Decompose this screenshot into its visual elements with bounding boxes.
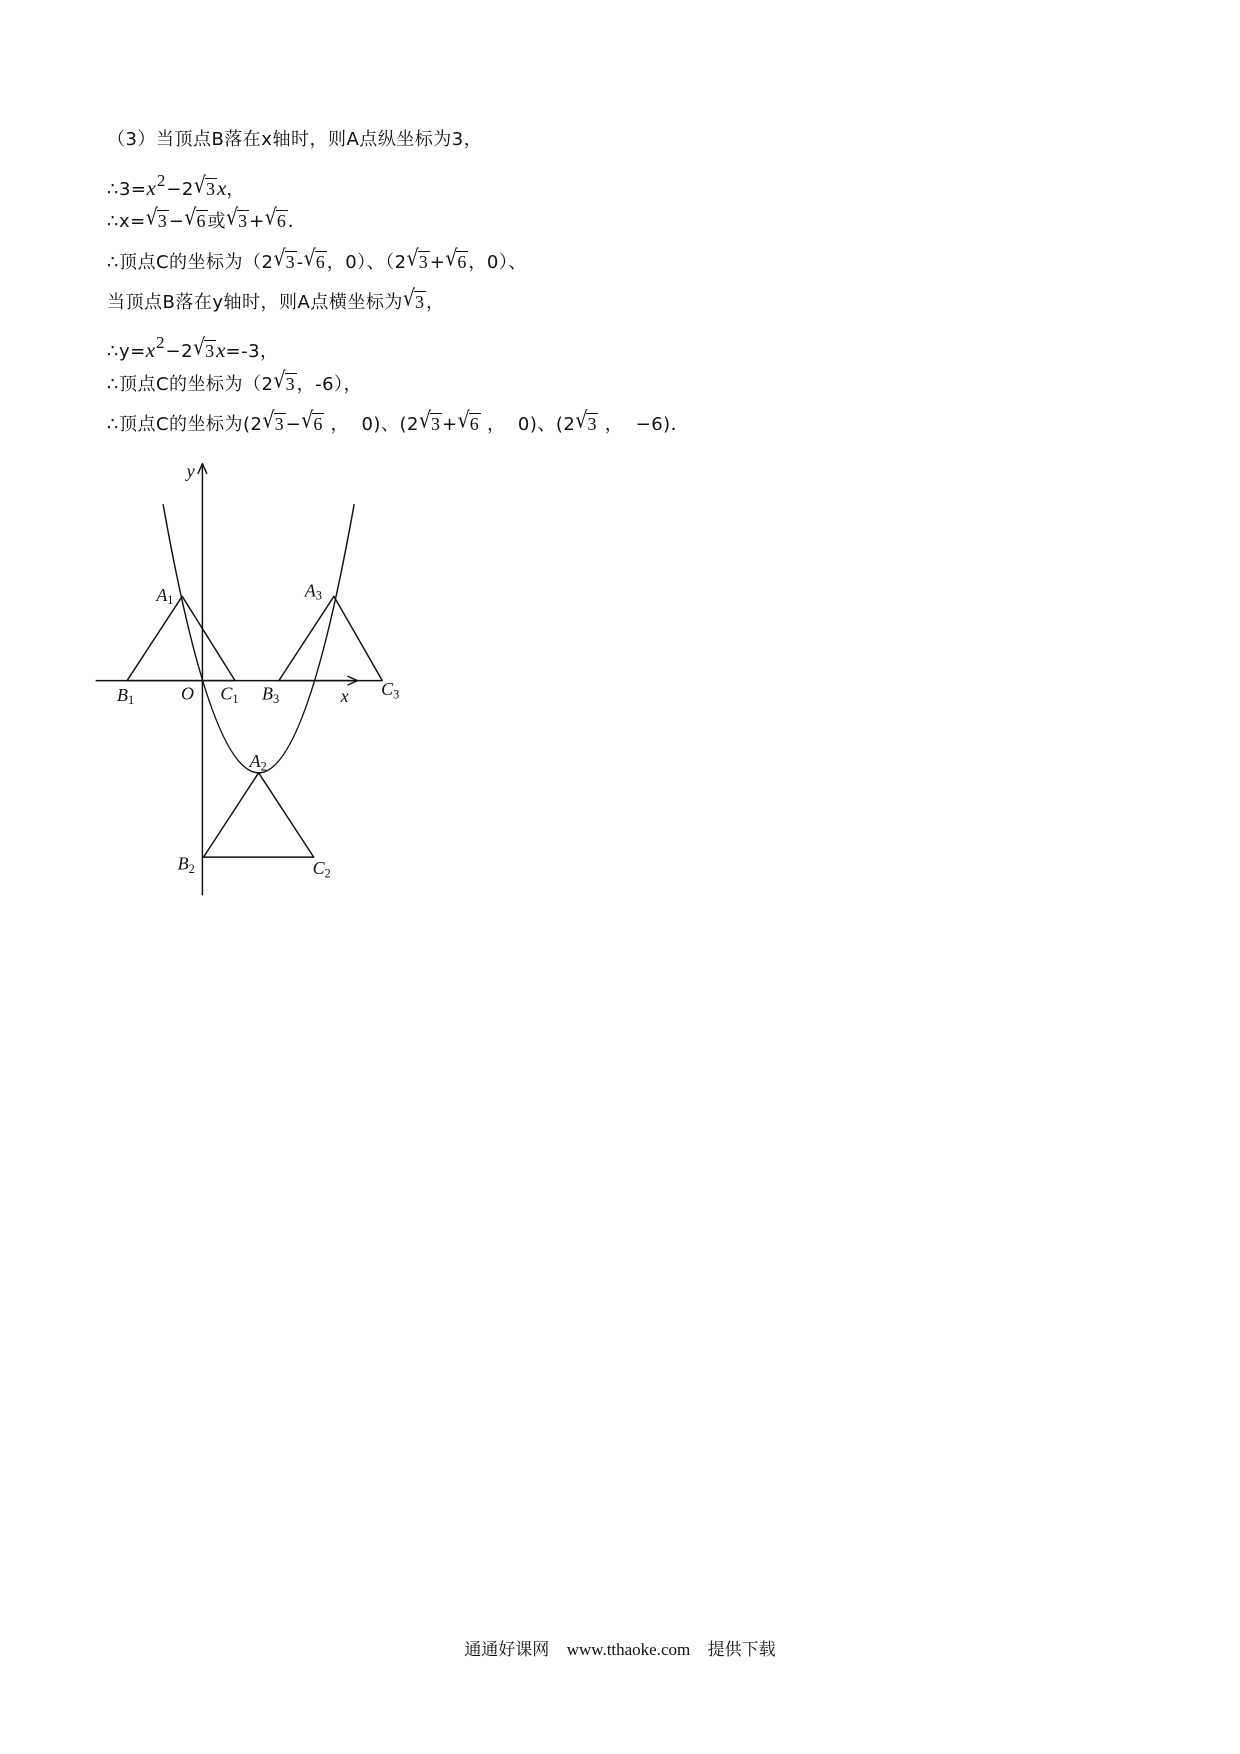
solution-line — [107, 282, 689, 323]
label-letter: C — [381, 679, 394, 700]
radicand: 3 — [205, 340, 215, 361]
radical — [273, 242, 296, 284]
radical-sign: √ — [193, 334, 206, 361]
radicand: 3 — [238, 211, 248, 232]
label-B1 — [117, 685, 134, 707]
radicand: 6 — [469, 414, 479, 435]
label-C2 — [313, 858, 331, 880]
label-subscript: 2 — [324, 866, 331, 881]
label-letter: B — [261, 683, 273, 704]
text-run: ， −6)． — [598, 414, 690, 436]
text-run: ， — [425, 292, 445, 314]
label-subscript: 2 — [188, 861, 195, 876]
math-variable: x — [145, 337, 156, 362]
radical-sign: √ — [193, 171, 206, 198]
radical — [304, 242, 327, 284]
radicand: 3 — [587, 414, 597, 435]
solution-text — [107, 120, 689, 445]
math-variable: x — [216, 175, 227, 200]
label-subscript: 3 — [272, 692, 280, 707]
radical-sign: √ — [402, 285, 415, 312]
radical-sign: √ — [273, 245, 286, 272]
label-A1 — [155, 585, 173, 607]
text-run: + — [429, 251, 446, 273]
text-run: + — [442, 414, 458, 436]
radicand: 6 — [313, 414, 323, 435]
radical-sign: √ — [262, 407, 275, 434]
radical-sign: √ — [575, 407, 588, 434]
triangle-A3B3C3 — [279, 596, 382, 680]
footer-note: 提供下载 — [707, 1640, 776, 1660]
label-C1 — [220, 684, 238, 706]
math-variable: x — [216, 337, 226, 362]
radical-sign: √ — [406, 245, 419, 272]
radical — [146, 201, 169, 243]
page-footer — [0, 1635, 1240, 1660]
label-letter: A — [249, 751, 261, 772]
radicand: 6 — [196, 211, 206, 232]
radical-sign: √ — [273, 366, 286, 393]
text-run: ∴x= — [107, 211, 146, 233]
text-run: ∴3= — [107, 178, 147, 200]
radical-sign: √ — [145, 204, 158, 231]
text-run: ∴顶点C的坐标为(2 — [107, 414, 263, 436]
text-run: ， — [226, 178, 245, 200]
label-B2 — [178, 853, 195, 875]
radical — [445, 242, 468, 284]
radical — [226, 201, 249, 243]
text-run: ∴顶点C的坐标为（2 — [107, 373, 274, 395]
text-run: ，-6）， — [296, 373, 363, 395]
radical — [575, 404, 598, 446]
label-subscript: 2 — [260, 759, 267, 774]
radicand: 3 — [414, 292, 424, 313]
label-letter: B — [177, 853, 189, 874]
solution-line — [107, 242, 689, 283]
label-B3 — [262, 684, 279, 706]
text-run: =-3， — [225, 340, 279, 362]
label-letter: B — [116, 684, 128, 705]
x-axis-label: x — [340, 685, 349, 706]
radicand: 3 — [285, 373, 295, 394]
radicand: 3 — [205, 178, 215, 199]
radical — [263, 404, 286, 446]
footer-site-name: 通通好课网 — [464, 1640, 550, 1660]
text-run: ， 0)、(2 — [480, 414, 576, 436]
solution-line — [107, 201, 689, 242]
origin-label: O — [181, 683, 195, 704]
text-run: ． — [287, 211, 307, 233]
superscript: 2 — [156, 332, 165, 352]
text-run: ∴顶点C的坐标为（2 — [107, 251, 274, 273]
radicand: 3 — [285, 251, 295, 272]
parabola-triangles-figure — [90, 450, 416, 900]
radical — [458, 404, 481, 446]
label-letter: C — [220, 683, 233, 704]
text-run: （3）当顶点B落在x轴时，则A点纵坐标为3， — [107, 129, 483, 150]
label-A2 — [249, 751, 267, 773]
radicand: 6 — [276, 211, 286, 232]
text-run: ，0）、（2 — [326, 251, 407, 273]
label-subscript: 1 — [167, 593, 174, 608]
text-run: 当顶点B落在y轴时，则A点横坐标为 — [107, 292, 403, 314]
math-variable: x — [146, 175, 156, 200]
radicand: 6 — [457, 251, 467, 272]
text-run: − — [285, 414, 302, 436]
text-run: ， 0)、(2 — [324, 414, 419, 436]
label-letter: A — [156, 584, 168, 605]
superscript: 2 — [156, 170, 166, 190]
radicand: 3 — [157, 211, 167, 232]
radical — [301, 404, 324, 446]
y-axis-label: y — [186, 461, 195, 482]
radical — [273, 364, 296, 406]
label-letter: A — [304, 580, 316, 601]
radical-sign: √ — [264, 204, 277, 231]
label-subscript: 1 — [232, 692, 239, 707]
label-subscript: 3 — [393, 687, 400, 702]
label-letter: C — [312, 857, 325, 878]
radical-sign: √ — [184, 204, 197, 231]
text-run: ，0）、 — [468, 251, 527, 273]
label-A3 — [304, 580, 322, 602]
text-run: + — [249, 211, 265, 233]
text-run: - — [296, 251, 304, 273]
label-C3 — [381, 679, 399, 701]
radical-sign: √ — [303, 245, 316, 272]
radical-sign: √ — [418, 407, 432, 434]
parabola — [163, 504, 354, 773]
text-run: ∴y= — [107, 340, 146, 362]
solution-line — [107, 120, 689, 161]
text-run: −2 — [166, 178, 194, 200]
radical-sign: √ — [226, 204, 239, 231]
triangle-A2B2C2 — [204, 773, 314, 857]
footer-site-url[interactable]: www.tthaoke.com — [566, 1640, 691, 1659]
radical — [419, 404, 442, 446]
label-subscript: 1 — [127, 693, 135, 708]
radicand: 6 — [315, 251, 325, 272]
radicand: 3 — [274, 414, 284, 435]
solution-line — [107, 404, 689, 445]
radicand: 3 — [418, 251, 428, 272]
text-run: 或 — [207, 211, 226, 233]
triangle-A1B1C1 — [127, 596, 235, 680]
radical-sign: √ — [457, 407, 470, 434]
radical-sign: √ — [301, 407, 314, 434]
text-run: −2 — [165, 340, 194, 362]
text-run: − — [168, 211, 185, 233]
label-subscript: 3 — [315, 588, 322, 603]
radical-sign: √ — [445, 245, 458, 272]
radical — [403, 282, 426, 324]
radicand: 3 — [431, 414, 441, 435]
solution-line — [107, 323, 689, 364]
